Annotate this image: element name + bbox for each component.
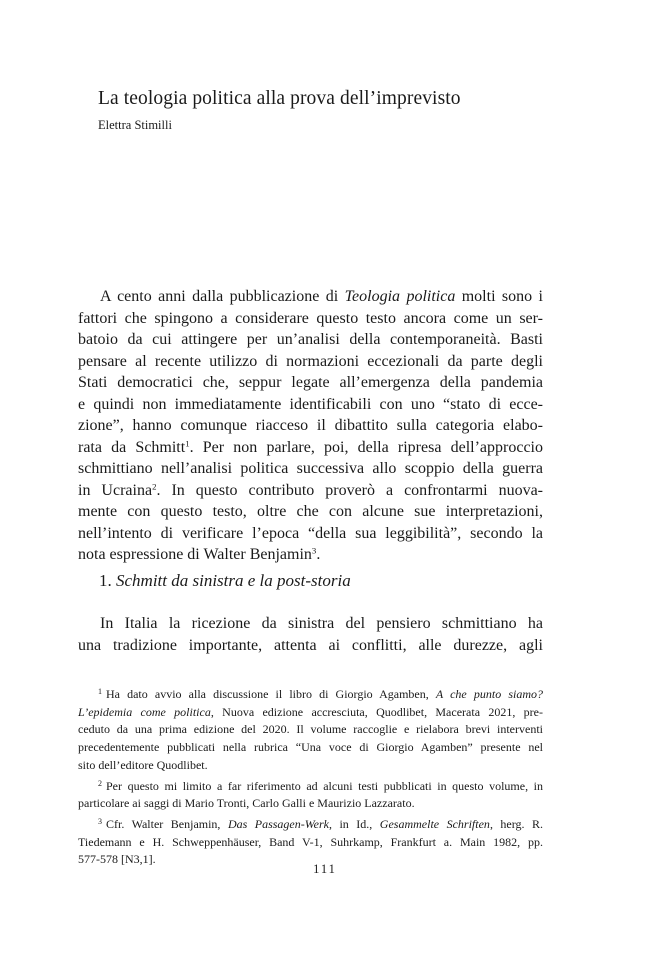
text-line: fattori che spingono a considerare questo testo ancora come un ser- bbox=[78, 309, 543, 327]
text-line: mente con questo testo, oltre che con alcune sue interpretazioni, bbox=[78, 503, 543, 520]
text-line: rata da Schmitt$^1$. Per non parlare, poi, della ripresa dell’approccio bbox=[78, 438, 544, 456]
text-line: A cento anni dalla pubblicazione di Teologia politica molti sono i bbox=[100, 288, 544, 305]
intro-paragraph bbox=[78, 286, 543, 566]
footnote-3: $^3$ Cfr. Walter Benjamin, Das Passagen-Werk, in Id., Gesammelte Schriften, herg. R. bbox=[98, 816, 544, 831]
text-line: in Ucraina$^2$. In questo contributo proverò a confrontarmi nuova- bbox=[78, 481, 543, 499]
footnote-ref-2[interactable]: 2 bbox=[152, 481, 157, 492]
footnote-line: Tiedemann e H. Schweppenhäuser, Band V-1, Suhrkamp, Frankfurt a. Main 1982, pp. bbox=[78, 834, 543, 849]
footnote-2: $^2$ Per questo mi limito a far riferimento ad alcuni testi pubblicati in questo volume, in bbox=[98, 778, 543, 793]
chapter-title: La teologia politica alla prova dell’imprevisto bbox=[98, 88, 461, 109]
page-number: 111 bbox=[313, 862, 337, 876]
text-line: nota espressione di Walter Benjamin$^3$. bbox=[78, 545, 321, 563]
text-line: e quindi non immediatamente identificabili con uno “stato di ecce- bbox=[78, 395, 543, 413]
footnote-line: 577-578 [N3,1]. bbox=[78, 852, 156, 867]
text-line: pensare al recente utilizzo di normazioni eccezionali da parte degli bbox=[78, 352, 543, 370]
text-line: zione”, hanno comunque riacceso il dibattito sulla categoria elabo- bbox=[78, 417, 543, 434]
chapter-author: Elettra Stimilli bbox=[98, 118, 172, 132]
text-line: una tradizione importante, attenta ai conflitti, alle durezze, agli bbox=[78, 636, 543, 654]
footnote-ref-1[interactable]: 1 bbox=[185, 438, 190, 449]
section-paragraph bbox=[78, 613, 543, 656]
section-title-text: Schmitt da sinistra e la post-storia bbox=[116, 571, 351, 590]
footnote-line: precedentemente pubblicati nella rubrica “Una voce di Giorgio Agamben” presente nel bbox=[78, 740, 543, 755]
footnote-1: $^1$ Ha dato avvio alla discussione il libro di Giorgio Agamben, A che punto siamo? bbox=[98, 687, 543, 701]
text-line: schmittiano nell’analisi politica successiva allo scoppio della guerra bbox=[78, 460, 543, 477]
footnote-line: ceduto da una prima edizione del 2020. Il volume raccoglie e rielabora brevi interventi bbox=[78, 722, 543, 737]
text-line: Stati democratici che, seppur legate all’emergenza della pandemia bbox=[78, 374, 543, 391]
footnote-line: sito dell’editore Quodlibet. bbox=[78, 757, 208, 772]
section-heading bbox=[99, 571, 351, 591]
section-number: 1. bbox=[99, 571, 116, 590]
text-line: batoio da cui attingere per un’analisi della contemporaneità. Basti bbox=[78, 331, 543, 348]
footnote-line: L’epidemia come politica, Nuova edizione accresciuta, Quodlibet, Macerata 2021, pre- bbox=[78, 704, 543, 719]
footnote-line: particolare ai saggi di Mario Tronti, Carlo Galli e Maurizio Lazzarato. bbox=[78, 796, 415, 811]
footnotes bbox=[78, 683, 543, 869]
text-line: In Italia la ricezione da sinistra del pensiero schmittiano ha bbox=[100, 615, 543, 632]
text-line: nell’intento di verificare l’epoca “della sua leggibilità”, secondo la bbox=[78, 524, 543, 542]
footnote-ref-3[interactable]: 3 bbox=[311, 545, 317, 556]
